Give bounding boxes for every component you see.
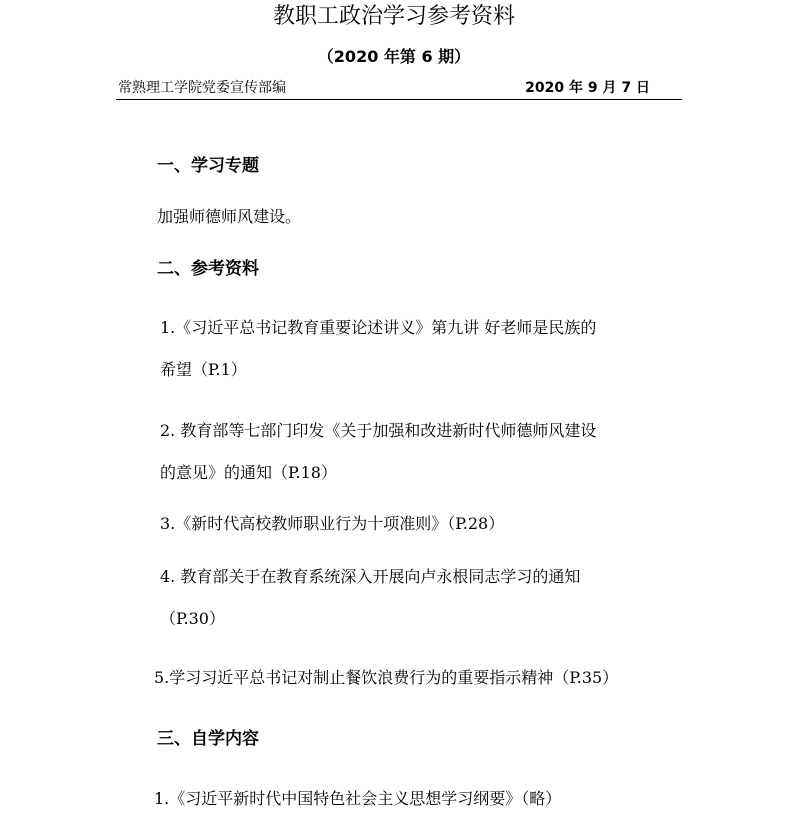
reference-item-4-line2: （P.30） (160, 609, 225, 628)
reference-item-1-line1: 1.《习近平总书记教育重要论述讲义》第九讲 好老师是民族的 (160, 318, 597, 337)
reference-item-4-line1: 4. 教育部关于在教育系统深入开展向卢永根同志学习的通知 (160, 567, 581, 586)
reference-item-2-line2: 的意见》的通知（P.18） (160, 463, 337, 482)
publisher-label: 常熟理工学院党委宣传部编 (118, 80, 286, 96)
publish-date: 2020 年 9 月 7 日 (525, 80, 650, 96)
reference-item-1-line2: 希望（P.1） (160, 360, 247, 379)
section-heading-topic: 一、学习专题 (157, 156, 259, 176)
reference-item-3: 3.《新时代高校教师职业行为十项准则》（P.28） (160, 514, 505, 533)
section-heading-references: 二、参考资料 (157, 259, 259, 279)
section-heading-self-study: 三、自学内容 (157, 729, 259, 749)
self-study-item-1: 1.《习近平新时代中国特色社会主义思想学习纲要》（略） (154, 789, 562, 808)
reference-item-2-line1: 2. 教育部等七部门印发《关于加强和改进新时代师德师风建设 (160, 421, 597, 440)
document-title: 教职工政治学习参考资料 (272, 4, 515, 29)
header-divider (116, 99, 682, 100)
issue-number: （2020 年第 6 期） (317, 47, 471, 66)
reference-item-5: 5.学习习近平总书记对制止餐饮浪费行为的重要指示精神（P.35） (154, 668, 619, 687)
topic-content: 加强师德师风建设。 (157, 207, 302, 226)
